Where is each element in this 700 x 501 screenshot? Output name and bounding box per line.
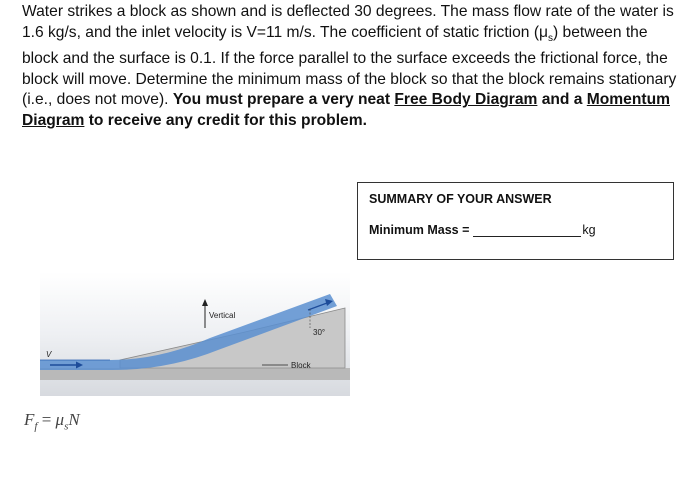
friction-equation [24, 410, 80, 432]
equals-sign: = [37, 410, 56, 429]
minimum-mass-label: Minimum Mass = [369, 223, 470, 237]
answer-summary-box [357, 182, 674, 260]
mass-unit: kg [582, 223, 596, 237]
block-label: Block [291, 361, 311, 370]
problem-statement [22, 2, 682, 132]
static-subscript: s [64, 420, 69, 433]
minimum-mass-row [369, 223, 669, 237]
normal-force-symbol: N [68, 410, 80, 429]
mu-symbol-eq: μ [55, 410, 65, 429]
water-deflection-figure [40, 272, 350, 396]
momentum-diagram-link-text: Momentum Diagram [22, 91, 670, 130]
mu-symbol: μ [539, 23, 549, 41]
problem-text-1: Water strikes a block as shown and is deflected 30 degrees. The mass flow rate of the water is 1.6 kg/s, and the inlet velocity is V=11 m/s. The coefficient of static friction ( [22, 3, 674, 41]
minimum-mass-answer-blank[interactable] [473, 224, 581, 237]
instruction-text-3: to receive any credit for this problem. [84, 112, 367, 130]
instruction-text-1: You must prepare a very neat [172, 91, 395, 109]
velocity-label: V [46, 350, 52, 359]
friction-subscript: f [34, 420, 38, 433]
free-body-diagram-link-text: Free Body Diagram [394, 91, 538, 109]
mu-subscript: s [548, 32, 554, 44]
summary-title: SUMMARY OF YOUR ANSWER [369, 192, 552, 206]
friction-force-symbol: F [24, 410, 35, 429]
instruction-text-2: and a [537, 91, 587, 109]
vertical-label: Vertical [209, 311, 236, 320]
angle-label: 30° [313, 328, 326, 337]
problem-text-2: ) between the block and the surface is 0.1. If the force parallel to the surface exceeds the frictional force, the block will move. Determine the minimum mass of the block so that the block remains stationary (i.e., does not move). [22, 23, 677, 109]
